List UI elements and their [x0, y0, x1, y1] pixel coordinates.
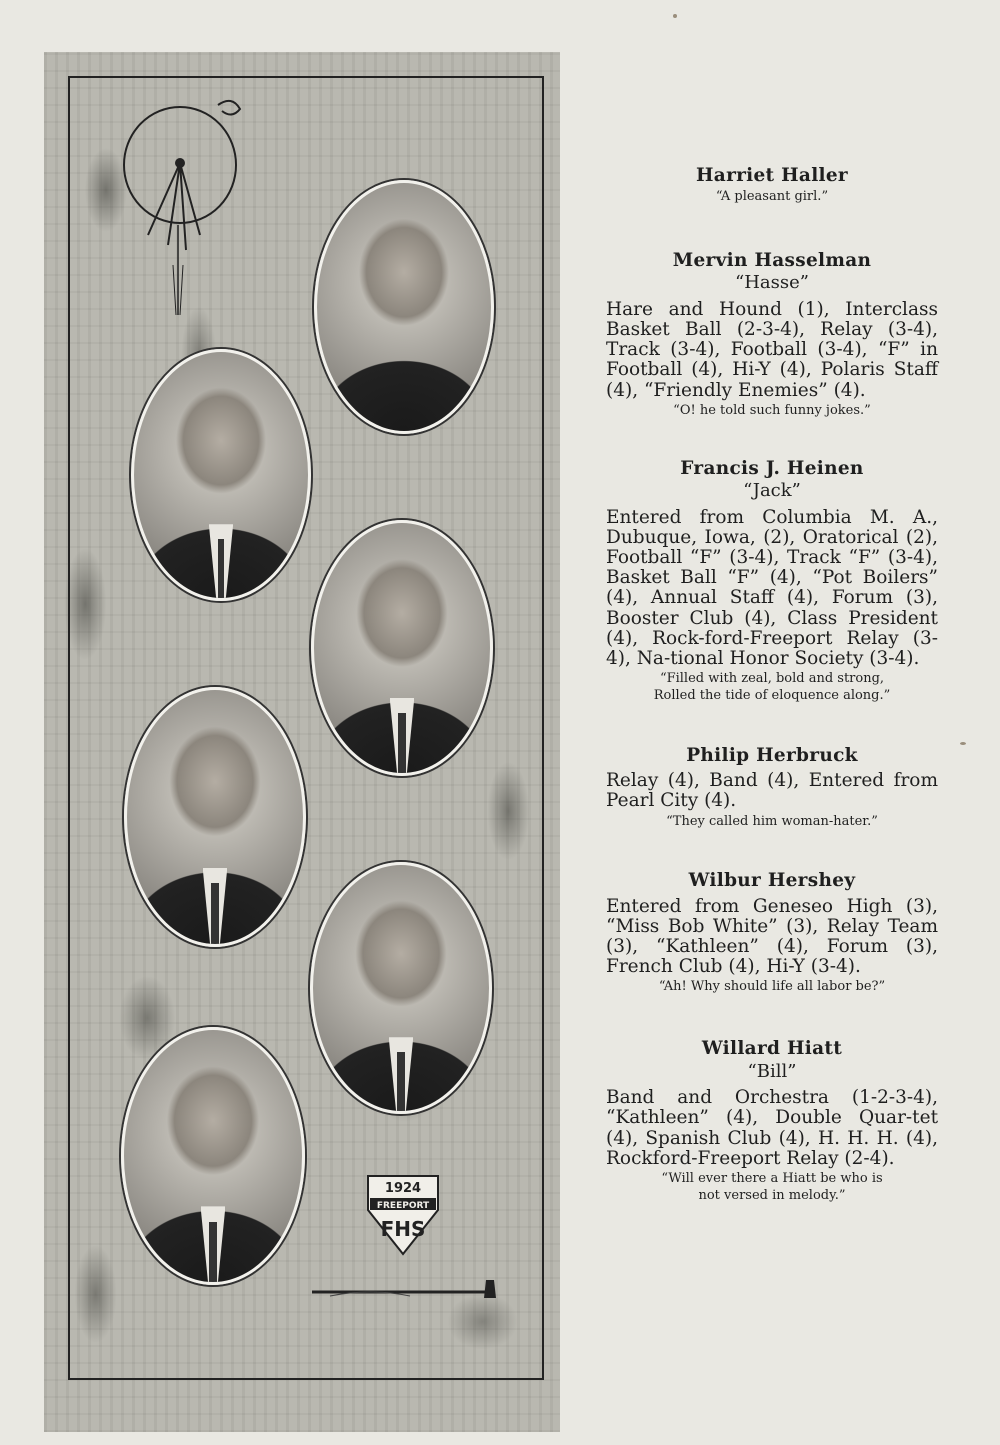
student-name: Mervin Hasselman — [672, 250, 872, 272]
student-activities: Hare and Hound (1), Interclass Basket Ball (2-3-4), Relay (3-4), Track (3-4), Football (3-4), “F” in Football (4), Hi-Y (4), Polaris Staff (4), “Friendly Enemies” (4). — [606, 298, 938, 401]
portrait-francis-heinen — [311, 520, 493, 776]
student-name: Francis J. Heinen — [680, 457, 864, 479]
entry-willard-hiatt — [606, 1038, 938, 1204]
student-name: Harriet Haller — [696, 165, 848, 186]
student-quote: “Filled with zeal, bold and strong, Rolled the tide of eloquence along.” — [653, 671, 891, 704]
entry-harriet-haller — [606, 165, 938, 206]
portrait-mervin-hasselman — [131, 349, 311, 601]
emblem-monogram: FHS — [380, 1217, 426, 1241]
student-name: Philip Herbruck — [686, 744, 858, 766]
entry-mervin-hasselman — [606, 250, 938, 420]
entry-philip-herbruck — [606, 745, 938, 830]
senior-entries — [606, 165, 938, 1205]
student-activities: Entered from Geneseo High (3), “Miss Bob White” (3), Relay Team (3), “Kathleen” (4), Forum (3), French Club (4), Hi-Y (3-4). — [606, 895, 938, 978]
paper-speck — [960, 742, 966, 745]
portrait-harriet-haller — [314, 180, 494, 434]
student-quote: “Ah! Why should life all labor be?” — [658, 979, 886, 995]
student-activities: Entered from Columbia M. A., Dubuque, Iowa, (2), Oratorical (2), Football “F” (3-4), Track “F” (3-4), Basket Ball “F” (4), “Pot Boilers” (4), Annual Staff (4), Forum (3), Booster Club (4), Class President (4), Rock-ford-Freeport Relay (3-4), Na-tional Honor Society (3-4). — [606, 506, 938, 669]
emblem-school: FREEPORT — [376, 1201, 430, 1211]
student-quote: “They called him woman-hater.” — [666, 813, 878, 829]
student-quote: “O! he told such funny jokes.” — [673, 402, 871, 418]
student-name: Willard Hiatt — [701, 1038, 843, 1060]
student-name: Wilbur Hershey — [688, 870, 856, 892]
student-nickname: “Hasse” — [735, 272, 809, 294]
student-nickname: “Bill” — [747, 1060, 797, 1082]
student-activities: Band and Orchestra (1-2-3-4), “Kathleen” (4), Double Quar-tet (4), Spanish Club (4), H. H. H. (4), Rockford-Freeport Relay (2-4). — [606, 1087, 938, 1169]
student-quote: “A pleasant girl.” — [715, 189, 829, 205]
paper-speck — [673, 14, 677, 18]
student-nickname: “Jack” — [743, 479, 801, 501]
student-quote: “Will ever there a Hiatt be who is not versed in melody.” — [661, 1170, 883, 1203]
entry-wilbur-hershey — [606, 870, 938, 996]
portrait-willard-hiatt — [121, 1027, 305, 1285]
portrait-wilbur-hershey — [310, 862, 492, 1114]
emblem-year: 1924 — [384, 1181, 422, 1196]
pen-ornament-icon — [310, 1272, 500, 1302]
portrait-philip-herbruck — [124, 687, 306, 947]
shield-ornament-icon — [118, 85, 248, 325]
class-emblem-icon — [364, 1170, 442, 1256]
student-activities: Relay (4), Band (4), Entered from Pearl City (4). — [606, 770, 938, 812]
entry-francis-heinen — [606, 458, 938, 705]
